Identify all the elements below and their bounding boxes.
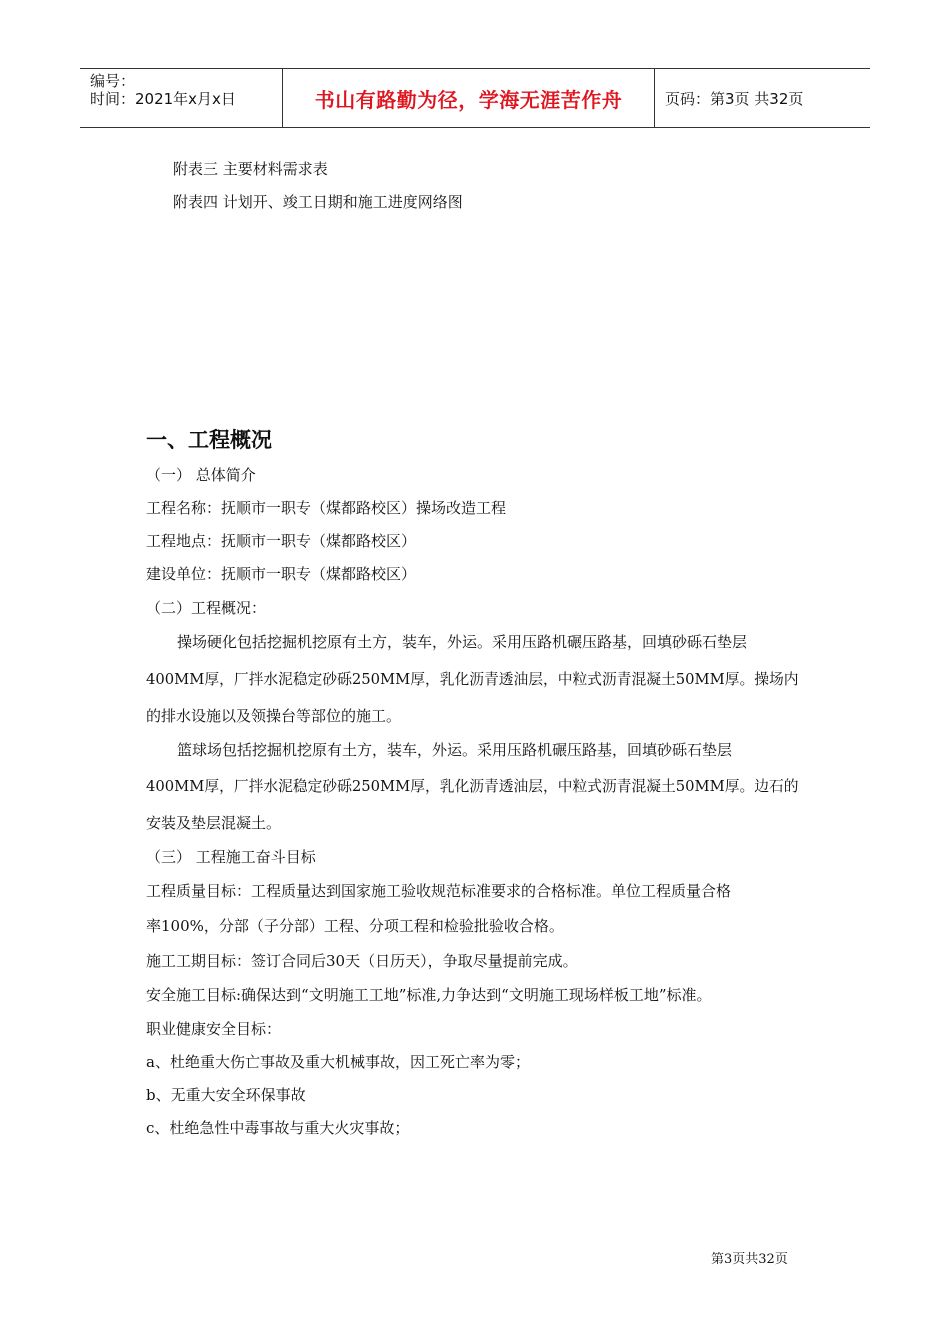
paragraph-line: 的排水设施以及领操台等部位的施工。 (146, 707, 402, 725)
body-line: 率100%，分部（子分部）工程、分项工程和检验批验收合格。 (146, 917, 564, 935)
header-motto: 书山有路勤为径，学海无涯苦作舟 (282, 69, 655, 127)
subsection-heading: （一） 总体简介 (146, 466, 256, 484)
header-meta (80, 69, 282, 127)
paragraph-line: 400MM厚，厂拌水泥稳定砂砾250MM厚，乳化沥青透油层，中粒式沥青混凝土50MM厚。边石的 (146, 778, 799, 795)
body-line: 安全施工目标:确保达到“文明施工工地”标准,力争达到“文明施工现场样板工地”标准。 (146, 986, 712, 1004)
list-item: b、无重大安全环保事故 (146, 1086, 306, 1104)
appendix-item: 附表四 计划开、竣工日期和施工进度网络图 (173, 193, 463, 211)
document-number-label: 编号： (90, 72, 136, 90)
header-page-info: 页码：第3页 共32页 (665, 89, 804, 108)
body-line: 职业健康安全目标： (146, 1020, 282, 1038)
paragraph-line: 操场硬化包括挖掘机挖原有土方，装车，外运。采用压路机碾压路基，回填砂砾石垫层 (177, 633, 748, 651)
body-line: 建设单位：抚顺市一职专（煤都路校区） (146, 565, 417, 583)
body-line: 施工工期目标：签订合同后30天（日历天），争取尽量提前完成。 (146, 952, 578, 970)
section-title: 一、工程概况 (146, 428, 272, 452)
subsection-heading: （三） 工程施工奋斗目标 (146, 848, 316, 866)
paragraph-line: 篮球场包括挖掘机挖原有土方，装车，外运。采用压路机碾压路基，回填砂砾石垫层 (177, 741, 733, 759)
paragraph-line: 400MM厚，厂拌水泥稳定砂砾250MM厚，乳化沥青透油层，中粒式沥青混凝土50MM厚。操场内 (146, 671, 799, 688)
page-header (80, 68, 870, 128)
body-line: 工程地点：抚顺市一职专（煤都路校区） (146, 532, 417, 550)
list-item: a、杜绝重大伤亡事故及重大机械事故，因工死亡率为零； (146, 1053, 530, 1071)
page-footer: 第3页共32页 (711, 1252, 788, 1267)
document-date: 时间：2021年x月x日 (90, 90, 236, 108)
list-item: c、杜绝急性中毒事故与重大火灾事故； (146, 1119, 410, 1137)
appendix-item: 附表三 主要材料需求表 (173, 160, 328, 178)
subsection-heading: （二）工程概况： (146, 599, 267, 617)
body-line: 工程质量目标：工程质量达到国家施工验收规范标准要求的合格标准。单位工程质量合格 (146, 882, 732, 900)
paragraph-line: 安装及垫层混凝土。 (146, 814, 282, 832)
body-line: 工程名称：抚顺市一职专（煤都路校区）操场改造工程 (146, 499, 507, 517)
